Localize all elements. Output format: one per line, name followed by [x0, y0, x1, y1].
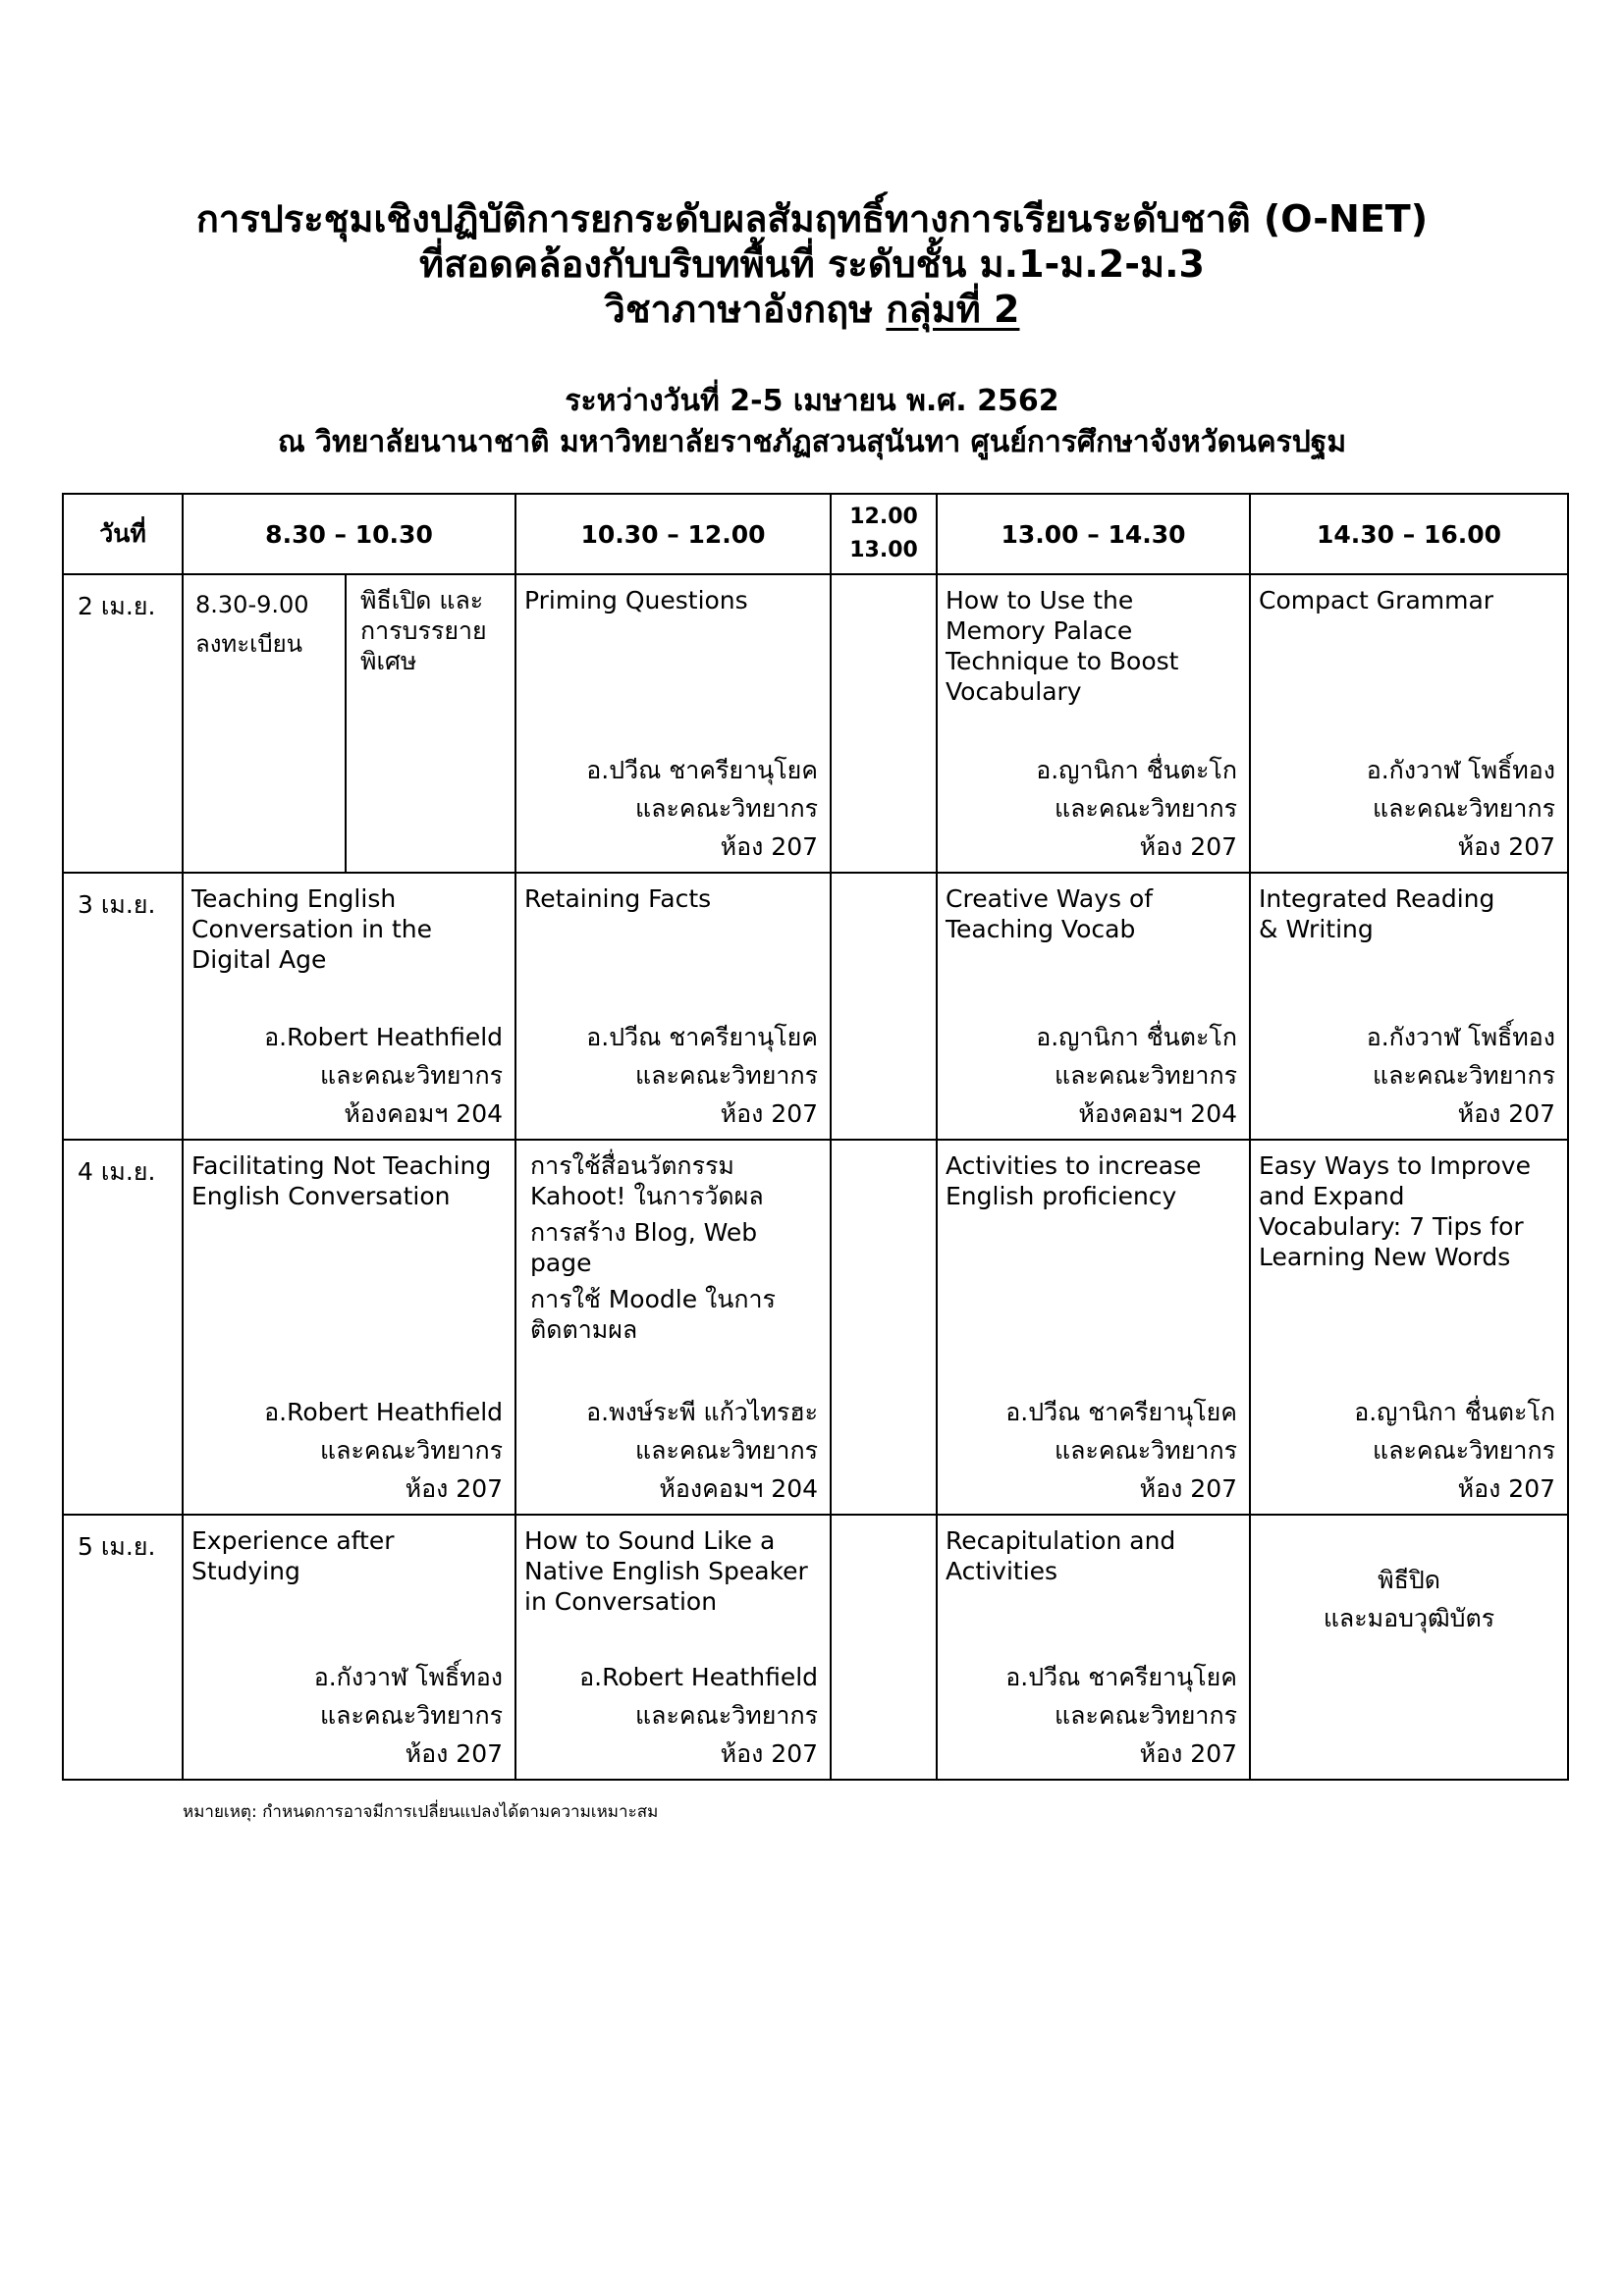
session-topic: Learning New Words: [1259, 1243, 1511, 1271]
opening-cell: [346, 574, 515, 873]
session-topic: Easy Ways to Improve: [1259, 1151, 1531, 1180]
session-cell: [515, 1515, 831, 1780]
speaker-team: และคณะวิทยากร: [320, 1701, 504, 1730]
speaker-team: และคณะวิทยากร: [635, 794, 819, 823]
speaker-team: และคณะวิทยากร: [1373, 1061, 1556, 1090]
opening-line: พิเศษ: [360, 647, 417, 675]
venue: ณ วิทยาลัยนานาชาติ มหาวิทยาลัยราชภัฏสวนสุนันทา ศูนย์การศึกษาจังหวัดนครปฐม: [277, 425, 1347, 459]
session-topic: Experience after: [191, 1526, 395, 1555]
header-lunch: [831, 494, 937, 574]
speaker-name: อ.กังวาฬ โพธิ์ทอง: [1366, 756, 1556, 784]
speaker-team: และคณะวิทยากร: [635, 1701, 819, 1730]
speaker-name: อ.ปวีณ ชาครียานุโยค: [586, 1023, 819, 1051]
speaker-name: อ.ญานิกา ชื่นตะโก: [1036, 756, 1238, 784]
session-topic: Integrated Reading: [1259, 884, 1495, 913]
session-topic: page: [530, 1249, 592, 1277]
speaker-team: และคณะวิทยากร: [320, 1061, 504, 1090]
session-cell: [515, 1140, 831, 1515]
session-cell: [1250, 574, 1568, 873]
session-topic: Teaching English: [191, 884, 397, 913]
room-label: ห้อง 207: [1457, 832, 1556, 861]
closing-ceremony: พิธีปิด: [1378, 1566, 1440, 1594]
speaker-name: อ.พงษ์ระพี แก้วไทรฮะ: [586, 1398, 819, 1426]
lunch-cell: [831, 1515, 937, 1780]
table-row: [63, 574, 1568, 873]
room-label: ห้อง 207: [405, 1474, 504, 1503]
session-cell: [937, 1515, 1250, 1780]
schedule-table: [62, 493, 1569, 1781]
registration-label: ลงทะเบียน: [195, 630, 303, 658]
footnote: หมายเหตุ: กำหนดการอาจมีการเปลี่ยนแปลงได้ตามความเหมาะสม: [183, 1802, 659, 1822]
room-label: ห้อง 207: [1457, 1474, 1556, 1503]
session-topic: and Expand: [1259, 1182, 1405, 1210]
title-line-3: [0, 287, 1624, 332]
table-row: [63, 1515, 1568, 1780]
session-topic: & Writing: [1259, 915, 1374, 943]
speaker-team: และคณะวิทยากร: [1373, 1436, 1556, 1465]
session-cell: [937, 1140, 1250, 1515]
document-subtitle-block: [0, 381, 1624, 463]
day-cell: 5 เม.ย.: [63, 1515, 183, 1780]
day-cell: 2 เม.ย.: [63, 574, 183, 873]
room-label: ห้อง 207: [1139, 1739, 1238, 1768]
header-slot-4: 14.30 – 16.00: [1250, 494, 1568, 574]
table-row: [63, 873, 1568, 1140]
session-topic: Kahoot! ในการวัดผล: [530, 1182, 764, 1210]
session-topic: Activities: [946, 1557, 1058, 1585]
session-cell: [183, 873, 515, 1140]
session-topic: Teaching Vocab: [946, 915, 1136, 943]
speaker-name: อ.ญานิกา ชื่นตะโก: [1036, 1023, 1238, 1051]
session-cell: [1250, 1140, 1568, 1515]
session-topic: Compact Grammar: [1259, 586, 1494, 614]
session-topic: Vocabulary: 7 Tips for: [1259, 1212, 1524, 1241]
speaker-team: และคณะวิทยากร: [1373, 794, 1556, 823]
registration-time: 8.30-9.00: [195, 591, 309, 618]
room-label: ห้องคอมฯ 204: [344, 1099, 504, 1128]
group-label: กลุ่มที่ 2: [886, 288, 1020, 331]
speaker-team: และคณะวิทยากร: [1055, 1061, 1238, 1090]
header-slot-3: 13.00 – 14.30: [937, 494, 1250, 574]
room-label: ห้องคอมฯ 204: [659, 1474, 819, 1503]
speaker-name: อ.ปวีณ ชาครียานุโยค: [1005, 1398, 1238, 1426]
title-line-2: ที่สอดคล้องกับบริบทพื้นที่ ระดับชั้น ม.1-ม.2-ม.3: [419, 242, 1205, 286]
session-topic: Vocabulary: [946, 677, 1082, 706]
speaker-name: อ.ปวีณ ชาครียานุโยค: [586, 756, 819, 784]
session-topic: Conversation in the: [191, 915, 432, 943]
opening-line: การบรรยาย: [360, 616, 487, 645]
lunch-start: 12.00: [849, 505, 918, 529]
session-cell: [515, 873, 831, 1140]
session-topic: Recapitulation and: [946, 1526, 1176, 1555]
session-cell: [1250, 873, 1568, 1140]
session-topic: How to Use the: [946, 586, 1134, 614]
speaker-team: และคณะวิทยากร: [635, 1436, 819, 1465]
session-cell: [515, 574, 831, 873]
speaker-name: อ.ปวีณ ชาครียานุโยค: [1005, 1663, 1238, 1691]
session-topic: Native English Speaker: [524, 1557, 808, 1585]
room-label: ห้อง 207: [405, 1739, 504, 1768]
speaker-name: อ.กังวาฬ โพธิ์ทอง: [313, 1663, 504, 1691]
speaker-team: และคณะวิทยากร: [320, 1436, 504, 1465]
opening-line: พิธีเปิด และ: [360, 586, 484, 614]
session-topic: Activities to increase: [946, 1151, 1202, 1180]
certificate-award: และมอบวุฒิบัตร: [1323, 1604, 1495, 1632]
session-topic: Digital Age: [191, 945, 327, 974]
session-topic: Memory Palace: [946, 616, 1133, 645]
lunch-cell: [831, 574, 937, 873]
lunch-cell: [831, 1140, 937, 1515]
session-topic: การใช้ Moodle ในการ: [530, 1285, 776, 1313]
session-topic: ติดตามผล: [530, 1315, 638, 1344]
session-topic: การใช้สื่อนวัตกรรม: [530, 1151, 734, 1180]
title-line-1: การประชุมเชิงปฏิบัติการยกระดับผลสัมฤทธิ์ทางการเรียนระดับชาติ (O-NET): [195, 197, 1429, 240]
closing-cell: [1250, 1515, 1568, 1780]
speaker-team: และคณะวิทยากร: [1055, 794, 1238, 823]
header-slot-2: 10.30 – 12.00: [515, 494, 831, 574]
header-day: วันที่: [63, 494, 183, 574]
date-range: ระหว่างวันที่ 2-5 เมษายน พ.ศ. 2562: [565, 384, 1059, 418]
room-label: ห้อง 207: [1139, 1474, 1238, 1503]
session-topic: การสร้าง Blog, Web: [530, 1218, 758, 1247]
header-slot-1: 8.30 – 10.30: [183, 494, 515, 574]
room-label: ห้อง 207: [1457, 1099, 1556, 1128]
room-label: ห้อง 207: [720, 1099, 819, 1128]
document-title-block: [0, 196, 1624, 332]
session-topic: Creative Ways of: [946, 884, 1154, 913]
room-label: ห้อง 207: [1139, 832, 1238, 861]
room-label: ห้องคอมฯ 204: [1078, 1099, 1238, 1128]
header-row: [63, 494, 1568, 574]
session-topic: in Conversation: [524, 1587, 718, 1616]
lunch-cell: [831, 873, 937, 1140]
session-topic: How to Sound Like a: [524, 1526, 776, 1555]
session-topic: English Conversation: [191, 1182, 451, 1210]
speaker-name: อ.Robert Heathfield: [264, 1023, 504, 1051]
session-cell: [183, 1140, 515, 1515]
session-topic: Technique to Boost: [946, 647, 1179, 675]
subject-label: วิชาภาษาอังกฤษ: [604, 288, 887, 331]
day-cell: 3 เม.ย.: [63, 873, 183, 1140]
room-label: ห้อง 207: [720, 1739, 819, 1768]
room-label: ห้อง 207: [720, 832, 819, 861]
speaker-name: อ.Robert Heathfield: [264, 1398, 504, 1426]
speaker-name: อ.กังวาฬ โพธิ์ทอง: [1366, 1023, 1556, 1051]
session-cell: [937, 574, 1250, 873]
session-topic: Studying: [191, 1557, 300, 1585]
session-topic: English proficiency: [946, 1182, 1177, 1210]
session-cell: [937, 873, 1250, 1140]
speaker-team: และคณะวิทยากร: [1055, 1701, 1238, 1730]
table-row: [63, 1140, 1568, 1515]
speaker-name: อ.Robert Heathfield: [579, 1663, 819, 1691]
session-topic: Priming Questions: [524, 586, 748, 614]
speaker-team: และคณะวิทยากร: [635, 1061, 819, 1090]
day-cell: 4 เม.ย.: [63, 1140, 183, 1515]
registration-cell: [183, 574, 346, 873]
speaker-team: และคณะวิทยากร: [1055, 1436, 1238, 1465]
session-topic: Retaining Facts: [524, 884, 712, 913]
speaker-name: อ.ญานิกา ชื่นตะโก: [1354, 1398, 1556, 1426]
lunch-end: 13.00: [849, 538, 918, 562]
session-cell: [183, 1515, 515, 1780]
session-topic: Facilitating Not Teaching: [191, 1151, 492, 1180]
